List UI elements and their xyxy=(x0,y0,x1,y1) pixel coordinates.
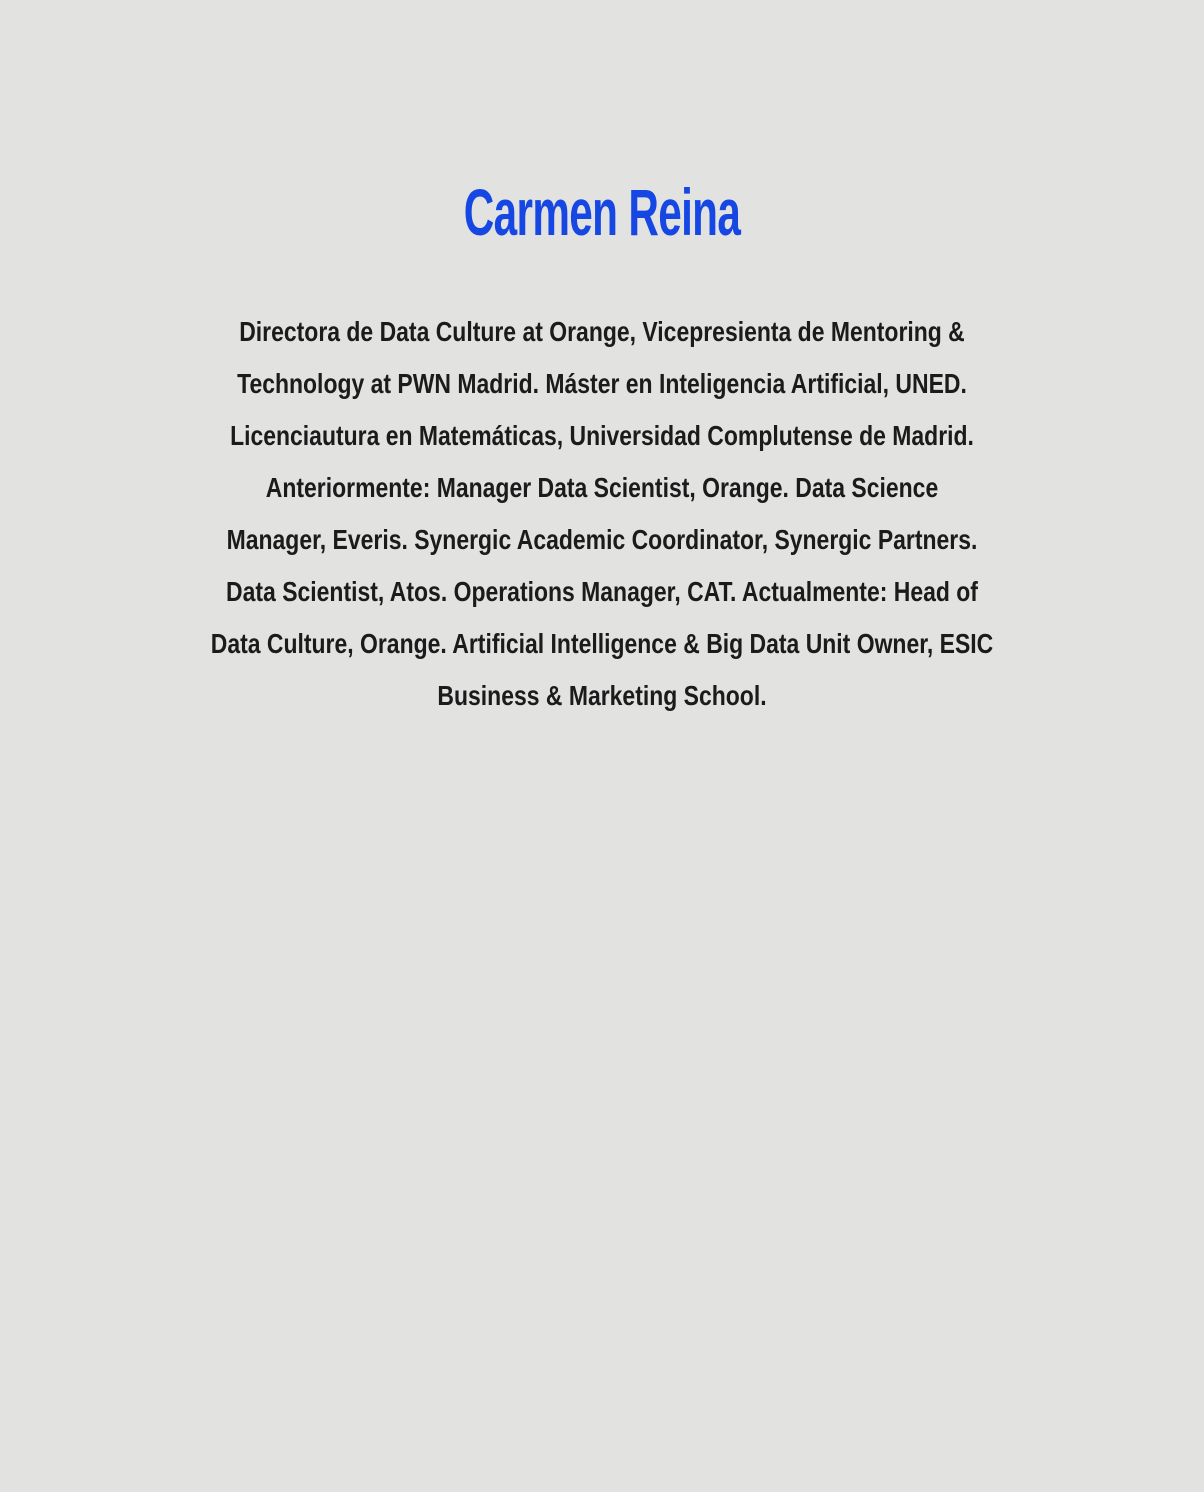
bio-line: Technology at PWN Madrid. Máster en Inteligencia Artificial, UNED. xyxy=(237,368,967,399)
page-title: Carmen Reina xyxy=(463,175,741,249)
bio-line: Manager, Everis. Synergic Academic Coordinator, Synergic Partners. xyxy=(226,524,978,555)
bio-line: Licenciautura en Matemáticas, Universidad Complutense de Madrid. xyxy=(230,420,974,451)
bio-line: Anteriormente: Manager Data Scientist, Orange. Data Science xyxy=(265,472,939,503)
bio-line: Business & Marketing School. xyxy=(437,680,767,711)
bio-paragraph xyxy=(108,306,1095,722)
bio-line: Data Scientist, Atos. Operations Manager, CAT. Actualmente: Head of xyxy=(226,576,978,607)
bio-line: Directora de Data Culture at Orange, Vicepresienta de Mentoring & xyxy=(239,316,965,347)
bio-line: Data Culture, Orange. Artificial Intelligence & Big Data Unit Owner, ESIC xyxy=(210,628,994,659)
